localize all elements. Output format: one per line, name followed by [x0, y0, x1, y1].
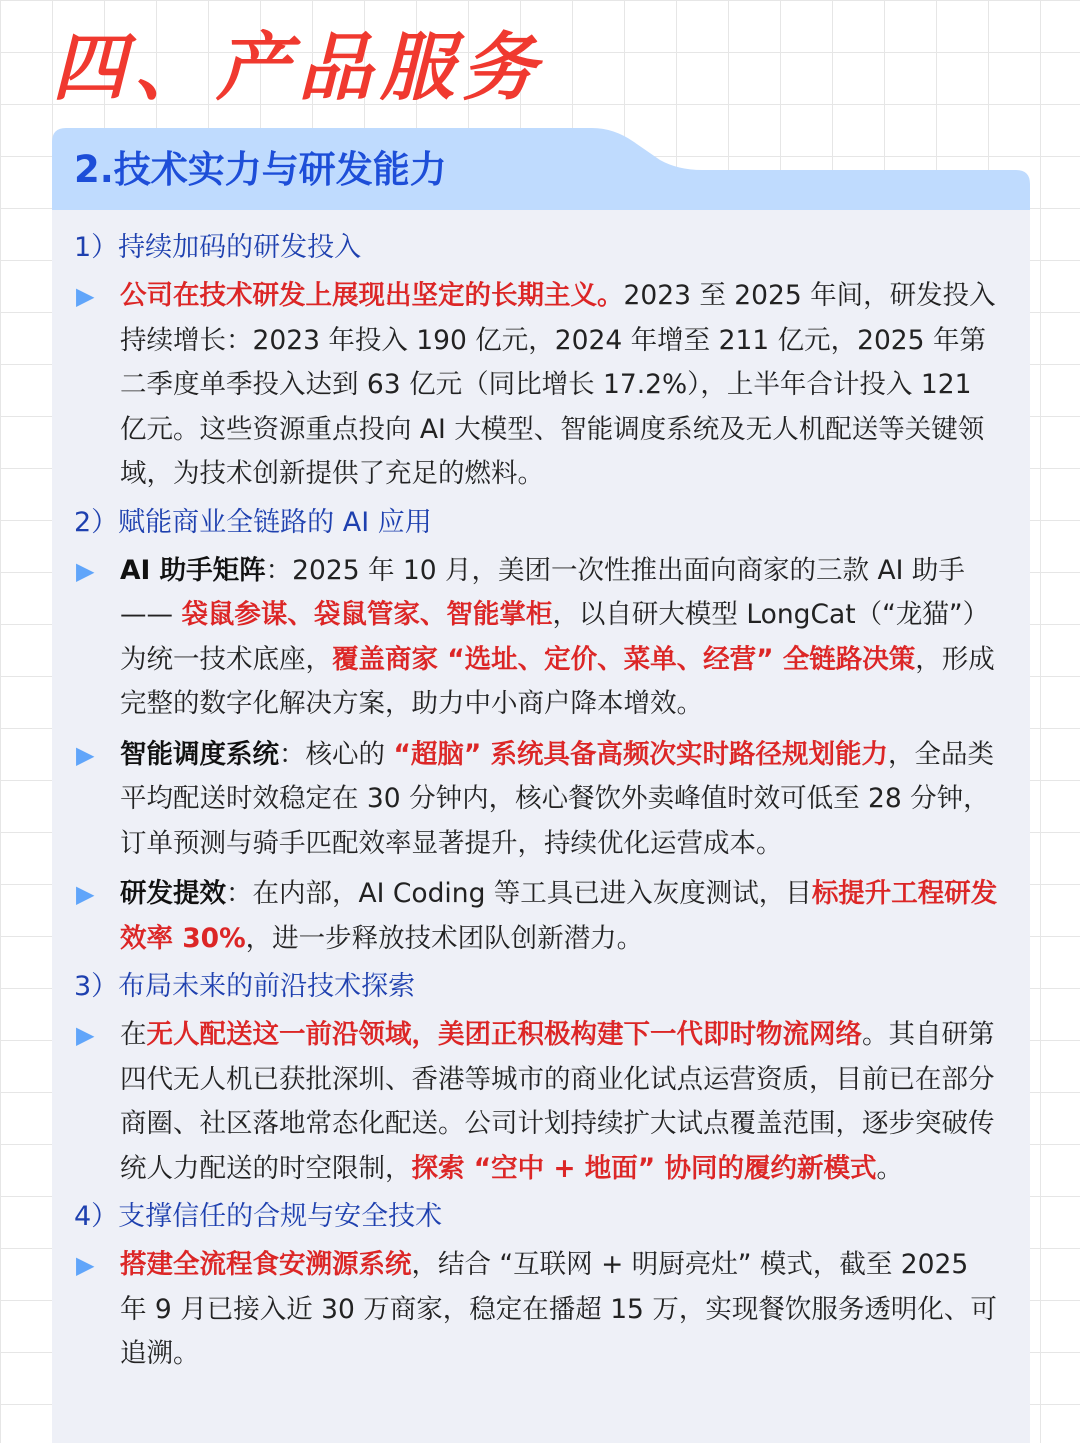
body-text: 2023 至 2025 年间，研发投入持续增长：2023 年投入 190 亿元，2024 年增至 211 亿元，2025 年第二季度单季投入达到 63 亿元（同比增长 17.2%），上半年合计投入 121 亿元。这些资源重点投向 AI 大模型、智能调度系统及无人机配送等关键领域，为技术创新提供了充足的燃料。	[120, 280, 996, 489]
highlight-text: “超脑” 系统具备高频次实时路径规划能力	[393, 738, 888, 770]
body-text: ：核心的	[279, 738, 394, 770]
body-text: ：在内部，AI Coding 等工具已进入灰度测试，目	[226, 878, 812, 909]
body-text: ，结合 “互联网 + 明厨亮灶” 模式，截至 2025 年 9 月已接入近 30 万商家，稳定在播超 15 万，实现餐饮服务透明化、可追溯。	[120, 1249, 997, 1369]
bullet-text	[120, 733, 1002, 867]
list-item	[74, 274, 1004, 497]
list-item	[74, 549, 1004, 727]
bullet-text	[120, 872, 1002, 961]
page-title: 四、产品服务	[52, 25, 544, 111]
list-item	[74, 733, 1004, 867]
list-item	[74, 1013, 1004, 1191]
subsection-heading-4: 4）支撑信任的合规与安全技术	[74, 1201, 443, 1232]
card-body	[52, 210, 1030, 1443]
bullet-text	[120, 1013, 1002, 1191]
bullet-text	[120, 549, 1002, 727]
triangle-arrow-icon: ▶	[76, 282, 95, 310]
content	[74, 228, 1004, 1383]
body-text: ，进一步释放技术团队创新潜力。	[245, 922, 644, 954]
body-text: 。	[876, 1152, 903, 1184]
body-text: 在	[120, 1019, 147, 1050]
highlight-text: 探索 “空中 + 地面” 协同的履约新模式	[411, 1152, 877, 1184]
subsection-heading-2: 2）赋能商业全链路的 AI 应用	[74, 506, 432, 538]
triangle-arrow-icon: ▶	[76, 880, 95, 908]
body-text: ，形成完整的数字化解决方案，助力中小商户降本增效。	[120, 643, 995, 719]
highlight-text: 公司在技术研发上展现出坚定的长期主义。	[120, 280, 624, 311]
body-text: 。其自研第四代无人机已获批深圳、香港等城市的商业化试点运营资质，目前已在部分商圈、社区落地常态化配送。公司计划持续扩大试点覆盖范围，逐步突破传统人力配送的时空限制，	[120, 1019, 995, 1184]
body-text: ，全品类平均配送时效稳定在 30 分钟内，核心餐饮外卖峰值时效可低至 28 分钟，订单预测与骑手匹配效率显著提升，持续优化运营成本。	[120, 738, 994, 859]
bullet-label: AI 助手矩阵	[120, 554, 266, 586]
highlight-text: 无人配送这一前沿领域，美团正积极构建下一代即时物流网络	[146, 1019, 862, 1050]
list-item	[74, 872, 1004, 961]
section-header	[52, 128, 1030, 210]
highlight-text: 搭建全流程食安溯源系统	[120, 1249, 412, 1280]
highlight-text: 标提升工程研发效率 30%	[120, 878, 998, 954]
subsection-heading-1: 1）持续加码的研发投入	[74, 232, 362, 263]
highlight-text: 覆盖商家 “选址、定价、菜单、经营” 全链路决策	[332, 643, 916, 675]
bullet-label: 智能调度系统	[120, 738, 279, 770]
section-title: 2.技术实力与研发能力	[74, 148, 447, 191]
list-item	[74, 1243, 1004, 1377]
bullet-label: 研发提效	[120, 878, 226, 909]
subsection-heading-3: 3）布局未来的前沿技术探索	[74, 971, 416, 1002]
triangle-arrow-icon: ▶	[76, 556, 95, 585]
bullet-text	[120, 274, 1002, 497]
highlight-text: 袋鼠参谋、袋鼠管家、智能掌柜	[181, 599, 553, 630]
body-text: ：2025 年 10 月，美团一次性推出面向商家的三款 AI 助手 ——	[120, 554, 965, 630]
triangle-arrow-icon: ▶	[76, 1021, 95, 1049]
triangle-arrow-icon: ▶	[76, 740, 95, 769]
content-card	[52, 128, 1030, 1443]
body-text: ，以自研大模型 LongCat（“龙猫”）为统一技术底座，	[120, 599, 990, 675]
bullet-text	[120, 1243, 1002, 1377]
triangle-arrow-icon: ▶	[76, 1251, 95, 1279]
